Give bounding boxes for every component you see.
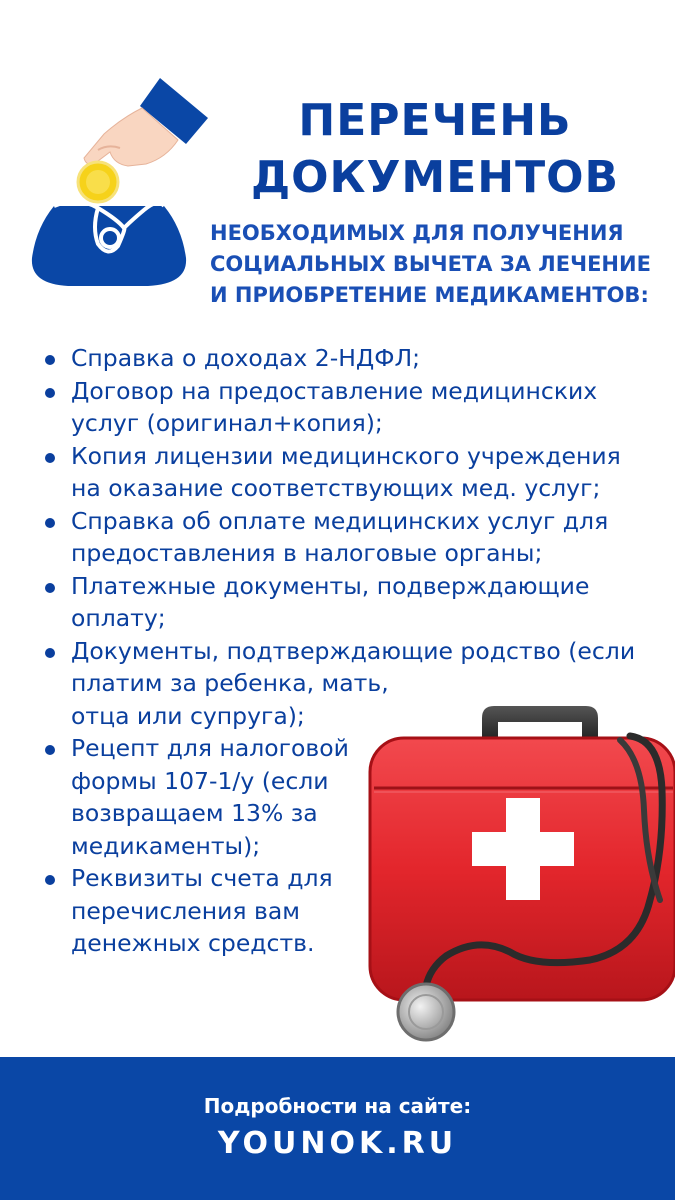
bullet-icon	[45, 355, 55, 365]
subtitle-line: НЕОБХОДИМЫХ ДЛЯ ПОЛУЧЕНИЯ	[210, 221, 624, 245]
list-item-text: денежных средств.	[71, 929, 315, 957]
bullet-icon	[45, 648, 55, 658]
bullet-icon	[45, 875, 55, 885]
list-item-text: медикаменты);	[71, 831, 261, 860]
first-aid-kit-stethoscope-icon	[360, 700, 675, 1045]
hand-coin-purse-icon	[28, 78, 208, 293]
list-item-text: на оказание соответствующих мед. услуг;	[71, 474, 601, 502]
title-line: ПЕРЕЧЕНЬ	[298, 95, 572, 146]
list-item	[40, 342, 660, 375]
bullet-icon	[45, 745, 55, 755]
bullet-icon	[45, 518, 55, 528]
list-item-text: предоставления в налоговые органы;	[71, 539, 543, 567]
list-item-text: возвращаем 13% за	[71, 799, 318, 827]
list-item-text: Платежные документы, подверждающие	[71, 571, 590, 600]
page-subtitle	[210, 218, 665, 311]
bullet-icon	[45, 388, 55, 398]
list-item-text: Документы, подтверждающие родство (если	[71, 636, 636, 665]
list-item	[40, 505, 660, 570]
list-item-text: услуг (оригинал+копия);	[71, 409, 383, 437]
list-item-text: Договор на предоставление медицинских	[71, 376, 598, 405]
list-item-text: Справка об оплате медицинских услуг для	[71, 506, 609, 535]
list-item-text: Реквизиты счета для	[71, 864, 333, 892]
list-item	[40, 570, 660, 635]
bullet-icon	[45, 453, 55, 463]
list-item-text: оплату;	[71, 604, 166, 632]
list-item	[40, 440, 660, 505]
title-line: ДОКУМЕНТОВ	[250, 152, 620, 203]
footer-site-link[interactable]: YOUNOK.RU	[217, 1126, 458, 1161]
footer-label: Подробности на сайте:	[203, 1094, 472, 1118]
list-item-text: Справка о доходах 2-НДФЛ;	[71, 344, 421, 372]
bullet-icon	[45, 583, 55, 593]
subtitle-line: СОЦИАЛЬНЫХ ВЫЧЕТА ЗА ЛЕЧЕНИЕ	[210, 252, 651, 276]
list-item-text: отца или супруга);	[71, 701, 305, 730]
subtitle-line: И ПРИОБРЕТЕНИЕ МЕДИКАМЕНТОВ:	[210, 283, 649, 307]
list-item-text: формы 107-1/у (если	[71, 766, 329, 795]
list-item-text: перечисления вам	[71, 896, 300, 925]
list-item-text: платим за ребенка, мать,	[71, 669, 389, 697]
list-item-text: Копия лицензии медицинского учреждения	[71, 441, 621, 470]
list-item	[40, 375, 660, 440]
list-item-text: Рецепт для налоговой	[71, 734, 349, 762]
page-title	[225, 92, 645, 206]
